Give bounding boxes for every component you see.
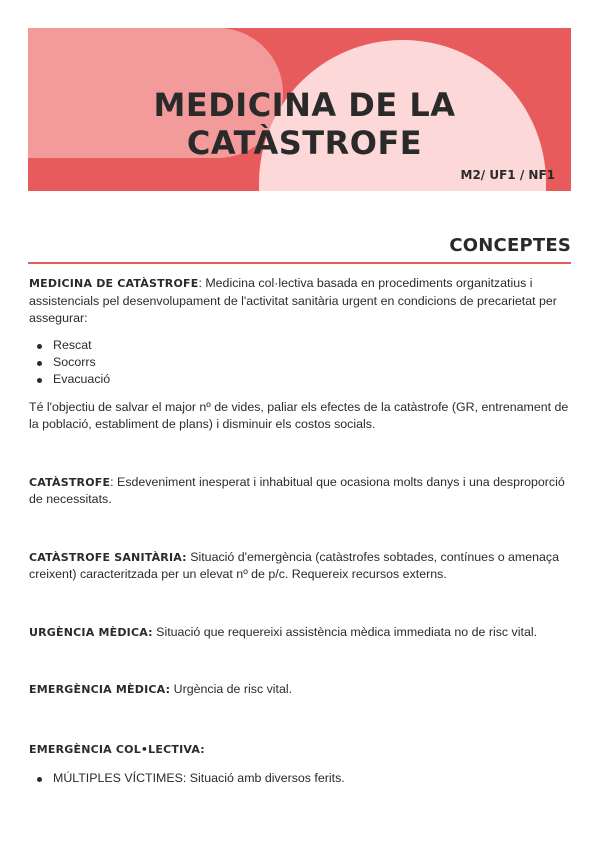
section-title: CONCEPTES — [449, 235, 571, 256]
definition-emergencia-medica — [29, 681, 574, 699]
term-label: URGÈNCIA MÈDICA: — [29, 625, 153, 639]
document-title: MEDICINA DE LA CATÀSTROFE — [153, 86, 456, 162]
definition-text: Situació que requereixi assistència mèdica immediata no de risc vital. — [152, 624, 538, 639]
header-banner — [28, 28, 571, 191]
term-label: CATÀSTROFE — [29, 475, 111, 489]
module-code: M2/ UF1 / NF1 — [460, 168, 555, 182]
objective-text: Té l'objectiu de salvar el major nº de vides, paliar els efectes de la catàstrofe (GR, entrenament de la població, establiment de plans) i disminuir els costos socials. — [29, 399, 569, 431]
definition-text: Urgència de risc vital. — [170, 682, 293, 696]
section-divider — [28, 262, 571, 264]
term-label: CATÀSTROFE SANITÀRIA: — [29, 550, 187, 564]
list-item: MÚLTIPLES VÍCTIMES: Situació amb diversos ferits. — [33, 770, 574, 787]
term-label: EMERGÈNCIA MÈDICA: — [29, 683, 171, 696]
bullet-list — [33, 337, 574, 388]
definition-emergencia-collectiva — [29, 741, 574, 759]
definition-text: : Medicina col·lectiva basada en procediments organitzatius i assistencials pel desenvolupament de l'activitat sanitària urgent en condicions de precarietat per assegurar: — [29, 276, 557, 325]
bullet-list — [33, 770, 574, 787]
term-label: MEDICINA DE CATÀSTROFE — [29, 277, 199, 290]
definition-text: Situació d'emergència (catàstrofes sobtades, contínues o amenaça creixent) caracteritzada per un elevat nº de p/c. Requereix recursos externs. — [29, 549, 560, 581]
list-item: Rescat — [33, 337, 574, 354]
definition-medicina — [29, 275, 574, 328]
concepts-content — [29, 275, 574, 798]
list-item: Socorrs — [33, 354, 574, 371]
definition-catastrofe-sanitaria — [29, 549, 574, 584]
list-item: Evacuació — [33, 371, 574, 388]
term-label: EMERGÈNCIA COL•LECTIVA: — [29, 742, 205, 756]
definition-urgencia-medica — [29, 624, 574, 642]
definition-text: : Esdeveniment inesperat i inhabitual que ocasiona molts danys i una desproporció de necessitats. — [29, 474, 565, 506]
definition-catastrofe — [29, 474, 574, 509]
